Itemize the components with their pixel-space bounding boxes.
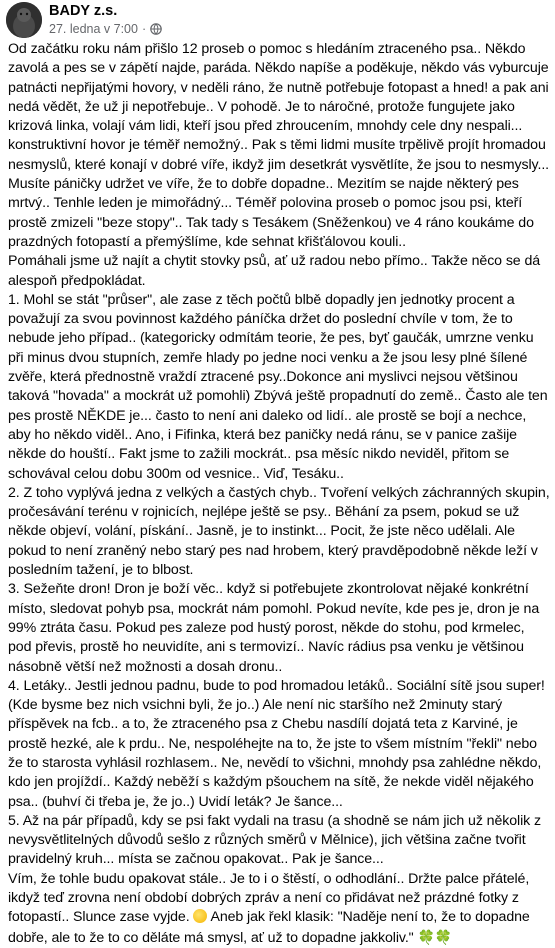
post-header bbox=[6, 0, 551, 42]
post-body bbox=[8, 40, 550, 948]
post-date[interactable]: 27. ledna v 7:00 bbox=[49, 22, 138, 36]
paragraph-point-5: 5. Až na pár případů, kdy se psi fakt vydali na trasu (a shodně se nám jich už několik z nevysvětlitelných důvodů sešlo z různých směrů v Mělnice), jich většina začne tvořit pravidelný kruh... místa se začnou opakovat.. Pak je šance... bbox=[8, 812, 541, 868]
author-name[interactable]: BADY z.s. bbox=[49, 3, 118, 19]
paragraph-closing bbox=[8, 870, 550, 948]
sun-emoji-icon bbox=[193, 909, 207, 923]
paragraph-point-1: 1. Mohl se stát "průser", ale zase z těch počtů blbě dopadly jen jednotky procent a považují za svou povinnost každého páníčka držet do poslední chvíle v tom, že to nebude jeho případ.. (kategoricky odmítám teorie, že pes, byť gaučák, umrzne venku při minus dvou stupních, zemře hlady po jedne noci venku a že jsou lesy plné šílené zvěře, která přednostně vraždí ztracené psy..Dokonce ani myslivci nejsou většinou taková "hovada" a mockrát už pomohli) Zbývá ještě propadnutí do země.. Často ale ten pes prostě NĚKDE je... často to není ani daleko od lidí.. ale prostě se bojí a nechce, aby ho někdo viděl.. Ano, i Fifinka, která bez paničky nedá ránu, se v panice zašije někde do houští.. Fakt jsme to zažili mockrát.. psa měsíc nikdo neviděl, přitom se schovával celou dobu 300m od vesnice.. Viď, Tesáku.. bbox=[8, 291, 548, 482]
avatar-image bbox=[6, 2, 42, 38]
globe-icon[interactable] bbox=[150, 23, 162, 35]
closing-quote: Aneb jak řekl klasik: "Naděje není to, že to dopadne dobře, ale to že to co děláte má smysl, ať už to dopadne jakkoliv." bbox=[8, 909, 530, 946]
page-avatar[interactable] bbox=[6, 2, 42, 38]
meta-separator: · bbox=[141, 22, 147, 36]
closing-text: Vím, že tohle budu opakovat stále.. Je to i o štěstí, o odhodlání.. Držte palce přátelé, ikdyž teď zrovna není období dobrých zpráv a není co přidávat než prázdné fotky z fotopastí.. Slunce zase vyjde. bbox=[8, 870, 530, 926]
paragraph-point-3: 3. Sežeňte dron! Dron je boží věc.. když si potřebujete zkontrolovat nějaké konkrétní místo, sledovat pohyb psa, mockrát nám pomohl. Pokud nevíte, kde pes je, dron je na 99% ztráta času. Pokud pes zaleze pod hustý porost, někde do stohu, pod krmelec, pod převis, prostě ho neuvidíte, ani s termovizí.. Navíc rádius psa venku je většinou násobně větší než možnosti a dosah dronu.. bbox=[8, 581, 540, 675]
paragraph-point-2: 2. Z toho vyplývá jedna z velkých a častých chyb.. Tvoření velkých záchranných skupin, pročesávání terénu v rojnicích, nejlépe ještě se psy.. Běhání za psem, pokud se už někde objeví, volání, pískání.. Jasně, je to instinkt... Pocit, že jste něco udělali. Ale pokud to není zraněný nebo starý pes nad hrobem, který pravděpodobně někde leží v posledním tažení, je to blbost. bbox=[8, 484, 550, 579]
paragraph-experience: Pomáhali jsme už najít a chytit stovky psů, ať už radou nebo přímo.. Takže něco se dá alespoň předpokládat. bbox=[8, 253, 541, 289]
paragraph-point-4: 4. Letáky.. Jestli jednou padnu, bude to pod hromadou letáků.. Sociální sítě jsou super! (Kde bysme bez nich vsichni byli, že jo..) Ale není nic staršího než 2minuty starý příspěvek na fcb.. a to, že ztraceného psa z Chebu nasdílí dojatá teta z Karviné, je prostě hezké, ale k prdu.. Ne, nespoléhejte na to, že jste to všem místním "řekli" nebo že to starosta vyhlásil rozhlasem.. Ne, nevědí to všichni, mnohdy psa zahlédne někdo, kdo jen projíždí.. Každý neběží s každým pšouchem na sítě, že nekde viděl nějakého psa.. (buhví či třeba je, že jo..) Uvidí leták? Je šance... bbox=[8, 677, 545, 810]
post-meta bbox=[49, 22, 162, 36]
paragraph-intro: Od začátku roku nám přišlo 12 proseb o pomoc s hledáním ztraceného psa.. Někdo zavolá a pes se v zápětí najde, paráda. Někdo napíše a poděkuje, někdo vás vyburcuje patnácti nepřijatými hovory, v neděli ráno, že nutně potřebuje fotopast a hned! a pak ani nedá vědět, že už ji nepotřebuje.. V pohodě. Je to náročné, protože fungujete jako krizová linka, volají vám lidi, kteří jsou před zhroucením, mnohdy cele dny nespali... konstruktivní hovor je téměř nemožný.. Pak s těmi lidmi musíte trpělivě projít hromadou nesmyslů, které konají v dobré víře, ikdyž jim desetkrát vysvětlíte, že jsou to nesmysly... Musíte páničky udržet ve víře, že to dobře dopadne.. Mezitím se najde některý pes mrtvý.. Tenhle leden je mimořádný... Téměř polovina proseb o pomoc jsou psi, kteří prostě zmizeli "beze stopy".. Tak tady s Tesákem (Sněženkou) ve 4 ráno koukáme do prazdných fotopastí a přemýšlíme, kde sehnat křišťálovou kouli.. bbox=[8, 41, 549, 250]
clover-emoji-icon: 🍀🍀 bbox=[417, 928, 453, 945]
